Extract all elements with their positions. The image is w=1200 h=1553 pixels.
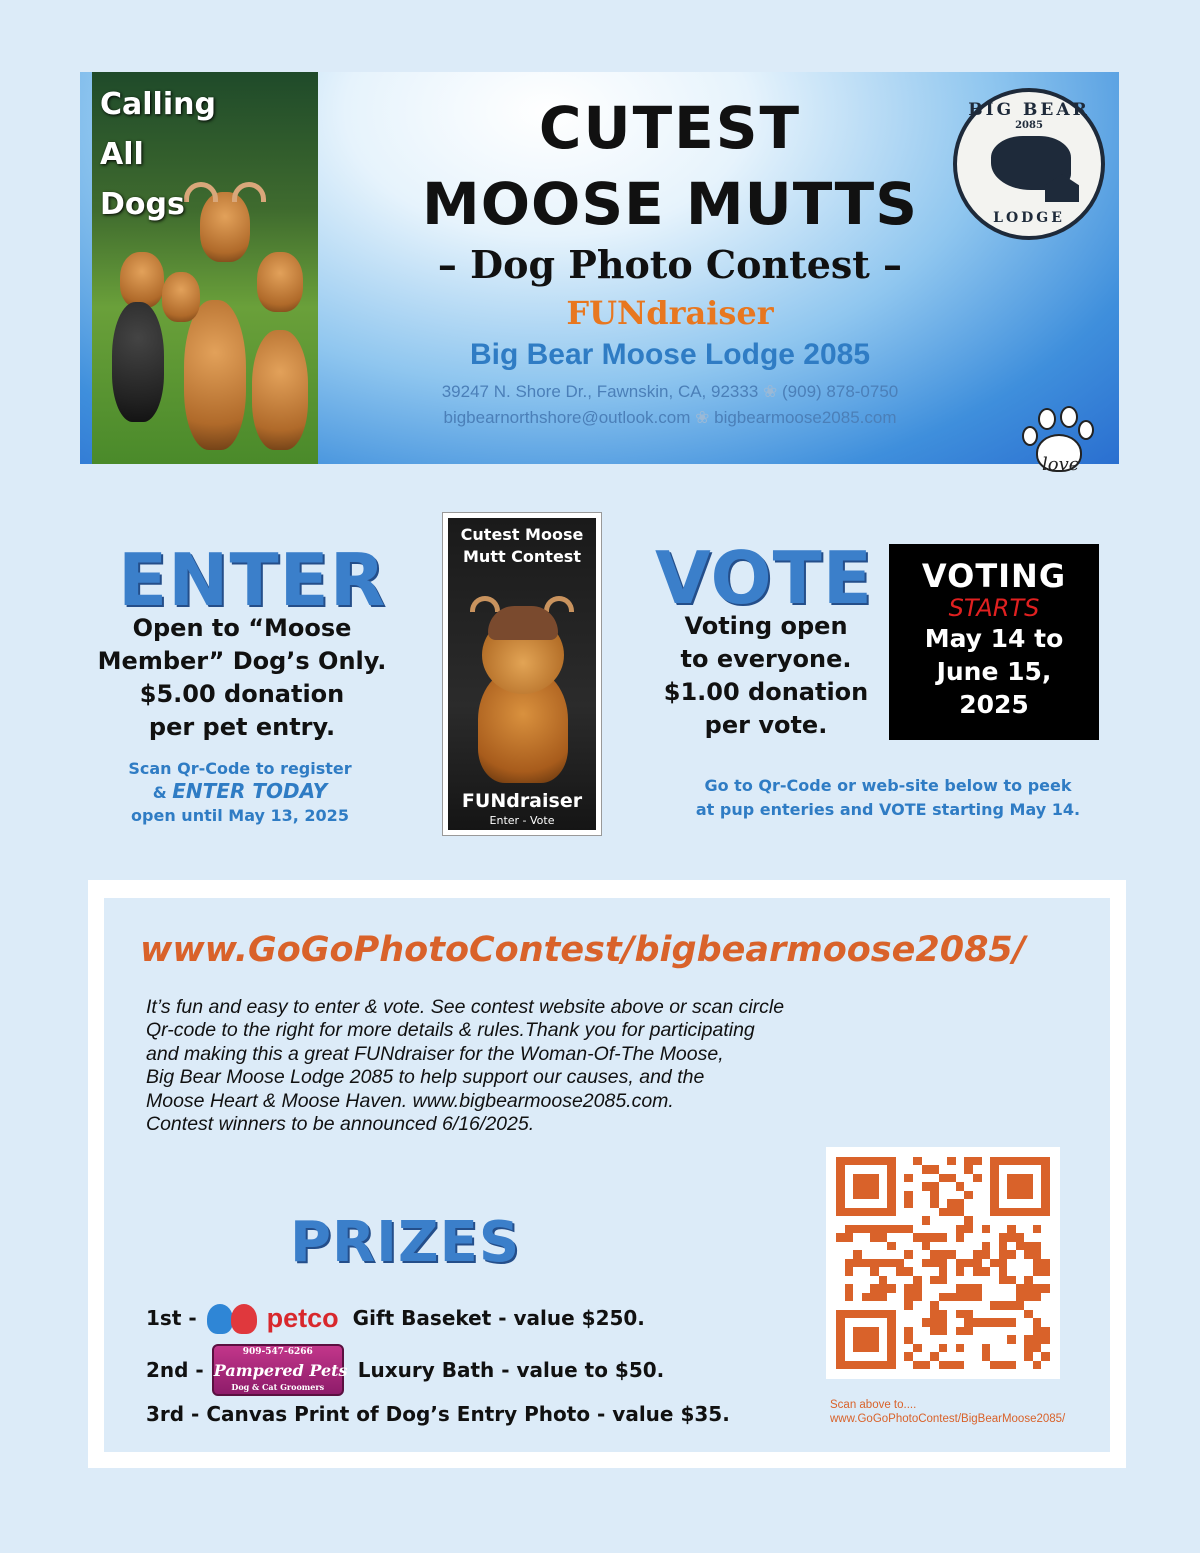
qr-code[interactable]	[826, 1147, 1060, 1379]
address-line	[350, 382, 990, 402]
pampered-name: Pampered Pets	[213, 1361, 348, 1380]
voting-date-line: June 15,	[936, 657, 1052, 686]
puppy-hat	[488, 606, 558, 640]
enter-note-line: Scan Qr-Code to register	[128, 759, 352, 778]
voting-dates-box	[889, 544, 1099, 740]
description-line: Contest winners to be announced 6/16/2025.	[146, 1113, 535, 1136]
vote-heading: VOTE	[655, 536, 873, 620]
moose-lodge-logo	[953, 88, 1105, 240]
petco-logo	[203, 1300, 339, 1336]
caption-line: All	[100, 137, 144, 172]
prizes-heading: PRIZES	[290, 1210, 521, 1275]
website-link[interactable]: bigbearmoose2085.com	[714, 408, 897, 427]
paw-icon: ❀	[695, 408, 710, 427]
logo-bottom-text: LODGE	[993, 210, 1065, 226]
voting-label: VOTING	[921, 557, 1067, 595]
pampered-pets-logo	[212, 1344, 348, 1396]
description-line: Qr-code to the right for more details & rules.Thank you for participating	[146, 1019, 755, 1042]
voting-date-line: May 14 to	[924, 624, 1064, 653]
enter-note-line: open until May 13, 2025	[131, 806, 349, 825]
vote-note-line: at pup enteries and VOTE starting May 14.	[695, 800, 1081, 819]
logo-top-text: BIG BEAR	[968, 100, 1090, 120]
prize-first	[146, 1300, 645, 1336]
caption-line: Calling	[100, 87, 216, 122]
petco-pets-icon	[203, 1300, 261, 1336]
prize-place: 1st -	[146, 1306, 197, 1330]
description-line: It’s fun and easy to enter & vote. See contest website above or scan circle	[146, 996, 785, 1018]
vote-line: per vote.	[704, 711, 828, 739]
starts-label: STARTS	[948, 594, 1040, 622]
enter-heading: ENTER	[118, 538, 387, 622]
prize-second	[146, 1344, 664, 1396]
logo-year: 2085	[1015, 120, 1043, 131]
description-line: and making this a great FUNdraiser for the Woman-Of-The Moose,	[146, 1042, 724, 1065]
phone: (909) 878-0750	[782, 382, 899, 401]
caption-line: Dogs	[100, 187, 185, 222]
paw-love-icon	[1012, 398, 1098, 488]
enter-note-prefix: &	[152, 783, 173, 802]
enter-line: Member” Dog’s Only.	[97, 647, 387, 675]
description-line: Moose Heart & Moose Haven. www.bigbearmoose2085.com.	[146, 1089, 674, 1112]
contest-description	[146, 996, 906, 1136]
prize-description: Luxury Bath - value to $50.	[357, 1358, 665, 1382]
enter-line: $5.00 donation	[139, 680, 345, 708]
address: 39247 N. Shore Dr., Fawnskin, CA, 92333	[441, 382, 759, 401]
enter-line: per pet entry.	[148, 713, 336, 741]
pampered-phone: 909-547-6266	[242, 1347, 313, 1357]
dogs-photo	[92, 72, 318, 464]
enter-today-text: ENTER TODAY	[172, 779, 328, 803]
contest-poster	[442, 512, 602, 836]
vote-line: to everyone.	[680, 645, 852, 673]
vote-note	[668, 774, 1108, 822]
email-link[interactable]: bigbearnorthshore@outlook.com	[443, 408, 691, 427]
enter-line: Open to “Moose	[132, 614, 352, 642]
vote-details	[636, 610, 896, 742]
description-line: Big Bear Moose Lodge 2085 to help support our causes, and the	[146, 1066, 705, 1089]
poster-fundraiser: FUNdraiser	[461, 790, 583, 812]
contest-url-link[interactable]: www.GoGoPhotoContest/bigbearmoose2085/	[140, 930, 1026, 970]
contact-line	[350, 408, 990, 428]
love-text: love	[1042, 454, 1080, 475]
poster-sub: Enter - Vote	[489, 814, 555, 827]
petco-wordmark: petco	[266, 1302, 339, 1333]
enter-note	[90, 757, 390, 827]
calling-all-dogs-caption	[100, 80, 260, 230]
prize-third	[146, 1402, 730, 1426]
poster-heading-line: Cutest Moose	[460, 525, 584, 544]
title-line-1: CUTEST	[538, 94, 802, 162]
enter-details	[82, 612, 402, 744]
vote-note-line: Go to Qr-Code or web-site below to peek	[704, 776, 1072, 795]
qr-note-line: Scan above to....	[830, 1399, 917, 1411]
pampered-sub: Dog & Cat Groomers	[231, 1382, 325, 1392]
title-line-2: MOOSE MUTTS	[422, 170, 918, 238]
prize-description: 3rd - Canvas Print of Dog’s Entry Photo - value $35.	[146, 1402, 730, 1426]
qr-note	[830, 1398, 1065, 1426]
poster-heading-line: Mutt Contest	[463, 547, 581, 566]
lodge-name: Big Bear Moose Lodge 2085	[469, 338, 871, 371]
prize-place: 2nd -	[146, 1358, 204, 1382]
prize-description: Gift Baseket - value $250.	[352, 1306, 645, 1330]
fundraiser-label: FUNdraiser	[566, 294, 774, 332]
title-line-3: – Dog Photo Contest –	[437, 242, 903, 287]
paw-icon: ❀	[763, 382, 778, 401]
vote-line: Voting open	[684, 612, 848, 640]
qr-code-grid	[836, 1157, 1050, 1369]
voting-date-line: 2025	[959, 690, 1029, 719]
qr-note-link[interactable]: www.GoGoPhotoContest/BigBearMoose2085/	[830, 1413, 1066, 1425]
vote-line: $1.00 donation	[663, 678, 869, 706]
poster-heading	[448, 524, 596, 568]
enter-note-line	[90, 780, 390, 804]
